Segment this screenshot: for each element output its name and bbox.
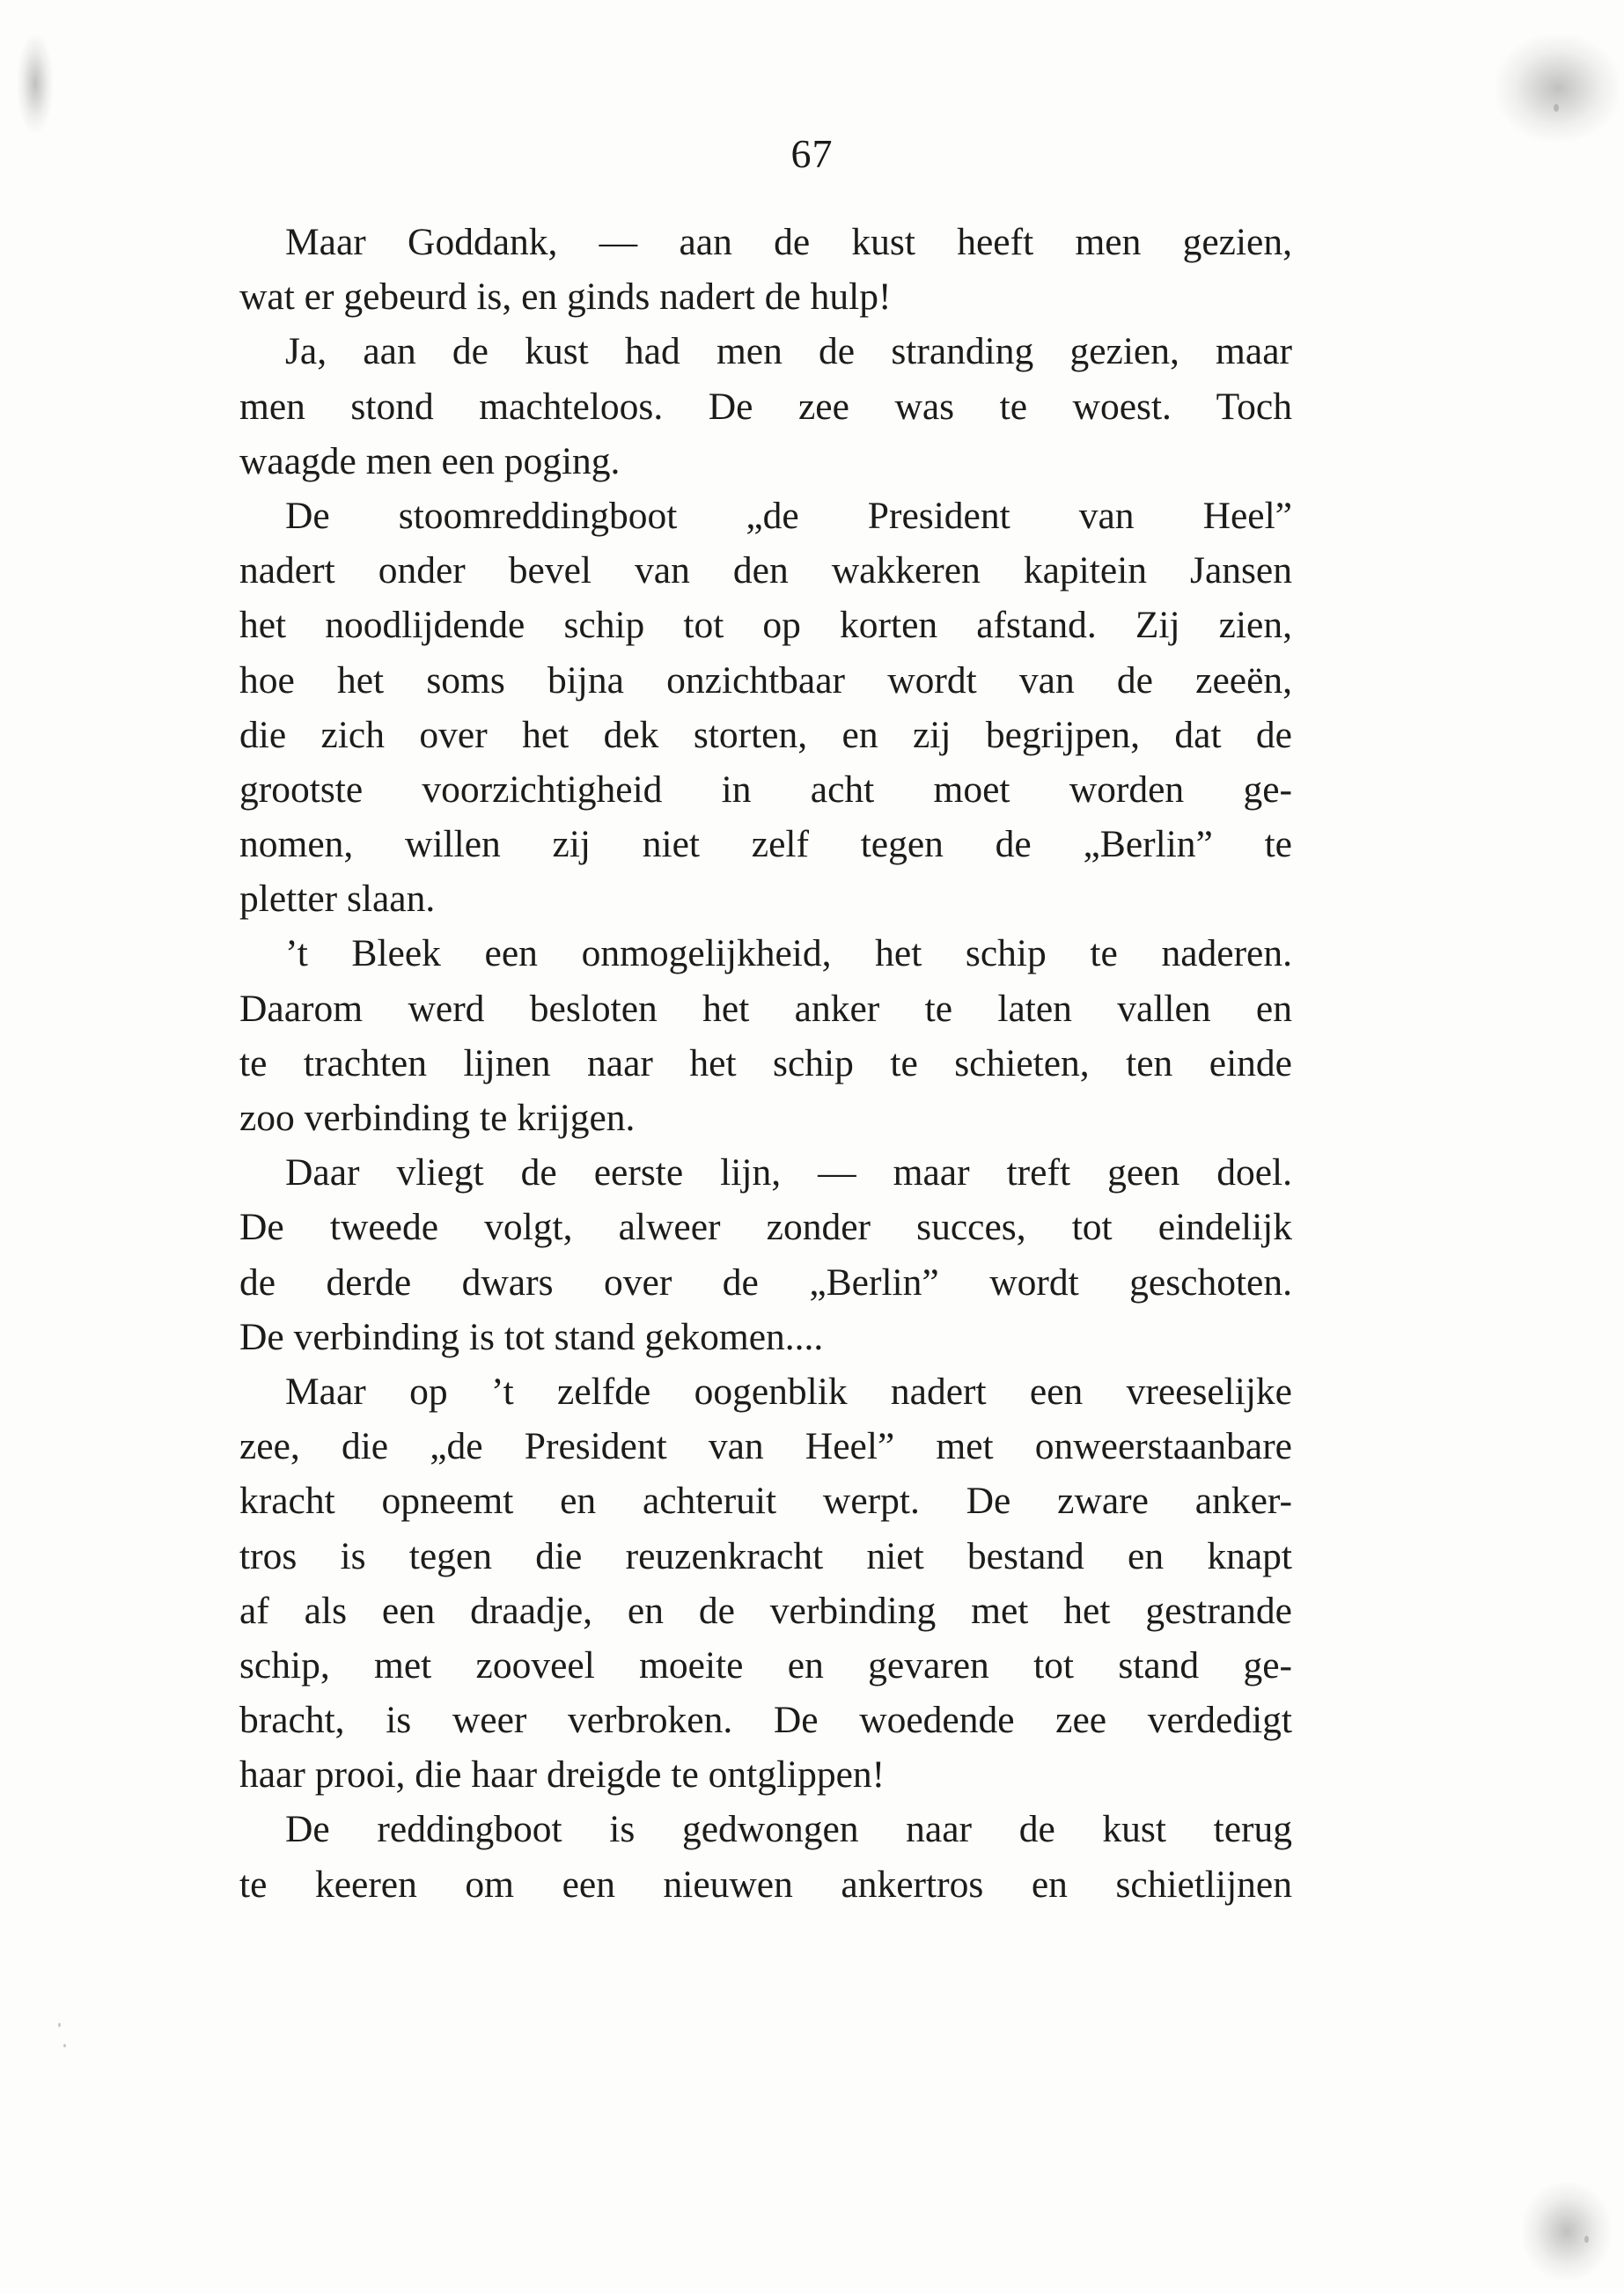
text-line: Maar Goddank, — aan de kust heeft men gezien,	[285, 221, 1292, 263]
scan-speck	[1584, 2236, 1589, 2243]
text-line: De reddingboot is gedwongen naar de kust terug	[285, 1808, 1292, 1851]
text-line: zee, die „de President van Heel” met onweerstaanbare	[239, 1425, 1292, 1468]
text-line: nomen, willen zij niet zelf tegen de „Berlin” te	[239, 823, 1292, 866]
text-line: die zich over het dek storten, en zij begrijpen, dat de	[239, 713, 1292, 756]
text-line: hoe het soms bijna onzichtbaar wordt van de zeeën,	[239, 658, 1292, 702]
page-number: 67	[790, 131, 834, 176]
text-line: schip, met zooveel moeite en gevaren tot stand ge-	[239, 1643, 1292, 1687]
text-line: Ja, aan de kust had men de stranding gezien, maar	[285, 330, 1292, 373]
text-line: haar prooi, die haar dreigde te ontglippen!	[239, 1753, 885, 1797]
text-line: De stoomreddingboot „de President van Heel”	[285, 494, 1292, 537]
text-line: de derde dwars over de „Berlin” wordt geschoten.	[239, 1260, 1292, 1304]
text-line: grootste voorzichtigheid in acht moet worden ge-	[239, 768, 1292, 811]
text-line: nadert onder bevel van den wakkeren kapitein Jansen	[239, 549, 1292, 592]
text-line: De verbinding is tot stand gekomen....	[239, 1315, 824, 1358]
scan-speck	[1554, 104, 1559, 112]
text-line: te trachten lijnen naar het schip te schieten, ten einde	[239, 1041, 1292, 1084]
text-line: De tweede volgt, alweer zonder succes, tot eindelijk	[239, 1206, 1292, 1249]
scan-speck	[63, 2044, 66, 2047]
text-line: te keeren om een nieuwen ankertros en schietlijnen	[239, 1863, 1292, 1906]
text-line: men stond machteloos. De zee was te woest. Toch	[239, 385, 1292, 428]
text-line: ’t Bleek een onmogelijkheid, het schip te naderen.	[285, 932, 1292, 975]
text-line: af als een draadje, en de verbinding met het gestrande	[239, 1589, 1292, 1632]
scan-noise-bottom-right	[1523, 2183, 1611, 2280]
scan-noise-top-right	[1496, 35, 1620, 141]
text-line: Daar vliegt de eerste lijn, — maar treft geen doel.	[285, 1151, 1292, 1194]
body-text	[239, 215, 1292, 1912]
text-line: bracht, is weer verbroken. De woedende zee verdedigt	[239, 1699, 1292, 1742]
text-line: kracht opneemt en achteruit werpt. De zware anker-	[239, 1480, 1292, 1523]
text-line: het noodlijdende schip tot op korten afstand. Zij zien,	[239, 604, 1292, 647]
text-line: waagde men een poging.	[239, 439, 621, 482]
text-line: pletter slaan.	[239, 878, 436, 921]
scan-noise-top-left	[18, 35, 53, 132]
scan-speck	[58, 2023, 61, 2027]
text-line: tros is tegen die reuzenkracht niet bestand en knapt	[239, 1534, 1292, 1577]
text-line: Daarom werd besloten het anker te laten vallen en	[239, 987, 1292, 1030]
text-line: zoo verbinding te krijgen.	[239, 1097, 636, 1139]
text-line: wat er gebeurd is, en ginds nadert de hulp!	[239, 276, 892, 319]
text-line: Maar op ’t zelfde oogenblik nadert een vreeselijke	[285, 1370, 1292, 1413]
